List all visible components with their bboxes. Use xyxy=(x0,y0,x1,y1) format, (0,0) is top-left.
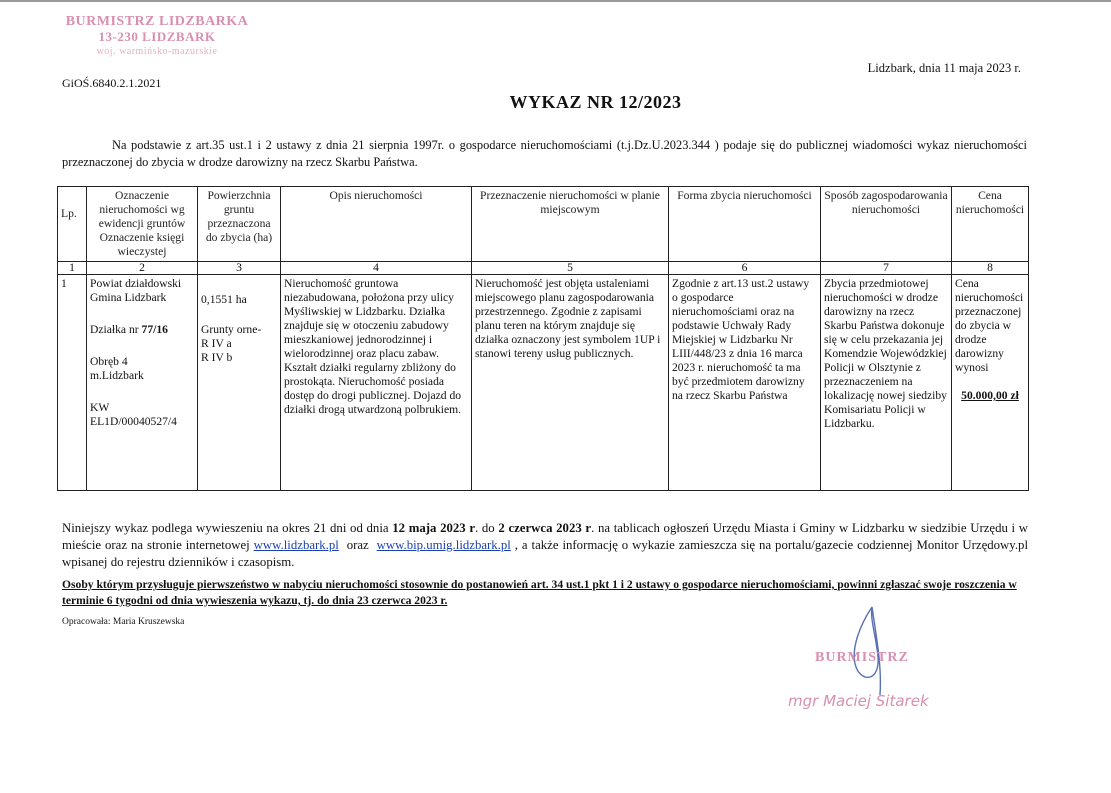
land-type: Grunty orne- xyxy=(201,323,262,336)
header-lp: Lp. xyxy=(58,187,87,262)
header-designation: Oznaczenie nieruchomości wg ewidencji gruntów Oznaczenie księgi wieczystej xyxy=(87,187,198,262)
row-area xyxy=(198,275,281,491)
column-number: 8 xyxy=(952,262,1029,275)
prepared-by: Opracowała: Maria Kruszewska xyxy=(62,617,185,627)
bip-link[interactable]: www.bip.umig.lidzbark.pl xyxy=(376,538,511,552)
intro-paragraph: Na podstawie z art.35 ust.1 i 2 ustawy z dnia 21 sierpnia 1997r. o gospodarce nieruchomościami (t.j.Dz.U.2023.344 ) podaje się do publicznej wiadomości wykaz nieruchomości przeznaczonej do zbycia w drodze darowizny na rzecz Skarbu Państwa. xyxy=(62,138,1027,169)
header-development: Sposób zagospodarowania nieruchomości xyxy=(821,187,952,262)
price-value: 50.000,00 zł xyxy=(961,389,1019,402)
precinct: Obręb 4 xyxy=(90,355,128,368)
header-price: Cena nieruchomości xyxy=(952,187,1029,262)
notice-text: Niniejszy wykaz podlega wywieszeniu na okres 21 dni od dnia xyxy=(62,521,393,535)
notice-text: , a także informację o wykazie zamieszcza się na portalu/gazecie codziennej Monitor Urzędowy.pl wpisanej do rejestru dzienników i czasopism. xyxy=(62,538,1029,569)
column-number-row xyxy=(58,262,1029,275)
header-area: Powierzchnia gruntu przeznaczona do zbycia (ha) xyxy=(198,187,281,262)
table-row xyxy=(58,275,1029,491)
column-number: 5 xyxy=(472,262,669,275)
website-link[interactable]: www.lidzbark.pl xyxy=(253,538,339,552)
column-number: 2 xyxy=(87,262,198,275)
price-description: Cena nieruchomości przeznaczonej do zbycia w drodze darowizny wynosi xyxy=(955,277,1024,374)
table-header-row xyxy=(58,187,1029,262)
parcel-label: Działka nr xyxy=(90,323,142,336)
soil-class-2: R IV b xyxy=(201,351,233,364)
header-plan-purpose: Przeznaczenie nieruchomości w planie miejscowym xyxy=(472,187,669,262)
column-number: 4 xyxy=(281,262,472,275)
parcel-line xyxy=(90,323,194,337)
office-stamp xyxy=(62,14,252,59)
county: Powiat działdowski xyxy=(90,277,182,290)
commune: Gmina Lidzbark xyxy=(90,291,167,304)
stamp-line-3: woj. warmińsko-mazurskie xyxy=(96,46,218,57)
column-number: 7 xyxy=(821,262,952,275)
notice-text: . na tablicach ogłoszeń Urzędu Miasta i Gminy w Lidzbarku w siedzibie Urzędu i w mieście oraz na stronie internetowej xyxy=(62,521,1029,552)
priority-claim-notice: Osoby którym przysługuje pierwszeństwo w nabyciu nieruchomości stosownie do postanowień art. 34 ust.1 pkt 1 i 2 ustawy o gospodarce nieruchomościami, powinni zgłaszać swoje roszczenia w terminie 6 tygodni od dnia wywieszenia wykazu, tj. do dnia 23 czerwca 2023 r. xyxy=(62,578,1017,607)
row-plan-purpose: Nieruchomość jest objęta ustaleniami miejscowego planu zagospodarowania przestrzennego. Zgodnie z zapisami planu teren na którym znajduje się działka oznaczony jest symbolem 1UP i stanowi tereny usług publicznych. xyxy=(472,275,669,491)
area-value: 0,1551 ha xyxy=(201,293,247,306)
posting-end-date: 2 czerwca 2023 r xyxy=(498,521,592,535)
place-and-date: Lidzbark, dnia 11 maja 2023 r. xyxy=(867,61,1021,75)
top-rule xyxy=(0,0,1111,2)
row-development: Zbycia przedmiotowej nieruchomości w drodze darowizny na rzecz Skarbu Państwa dokonuje się w celu przekazania jej Komendzie Wojewódzkiej Policji w Olsztynie z przeznaczeniem na lokalizację nowej siedziby Komisariatu Policji w Lidzbarku. xyxy=(821,275,952,491)
reference-number: GiOŚ.6840.2.1.2021 xyxy=(62,76,162,90)
notice-text: . do xyxy=(475,521,499,535)
header-disposal-form: Forma zbycia nieruchomości xyxy=(669,187,821,262)
signatory-name: mgr Maciej Sitarek xyxy=(788,692,929,710)
column-number: 6 xyxy=(669,262,821,275)
row-price xyxy=(952,275,1029,491)
stamp-line-1: BURMISTRZ LIDZBARKA xyxy=(65,14,249,29)
column-number: 1 xyxy=(58,262,87,275)
column-number: 3 xyxy=(198,262,281,275)
page-title: WYKAZ NR 12/2023 xyxy=(509,92,682,112)
row-disposal-form: Zgodnie z art.13 ust.2 ustawy o gospodarce nieruchomościami oraz na podstawie Uchwały Rady Miejskiej w Lidzbarku Nr LIII/448/23 z dnia 16 marca 2023 r. nieruchomość ta ma być przedmiotem darowizny na rzecz Skarbu Państwa xyxy=(669,275,821,491)
posting-notice xyxy=(62,520,1028,571)
header-description: Opis nieruchomości xyxy=(281,187,472,262)
soil-class-1: R IV a xyxy=(201,337,232,350)
property-table xyxy=(57,186,1029,491)
row-lp: 1 xyxy=(58,275,87,491)
notice-text: oraz xyxy=(338,538,377,552)
land-register-label: KW xyxy=(90,401,110,414)
parcel-number: 77/16 xyxy=(141,323,168,336)
stamp-line-2: 13-230 LIDZBARK xyxy=(98,29,216,44)
row-designation xyxy=(87,275,198,491)
posting-start-date: 12 maja 2023 r xyxy=(392,521,476,535)
town: m.Lidzbark xyxy=(90,369,144,382)
row-description: Nieruchomość gruntowa niezabudowana, położona przy ulicy Myśliwskiej w Lidzbarku. Działka znajduje się w otoczeniu zabudowy mieszkaniowej jednorodzinnej i wielorodzinnej oraz placu zabaw. Kształt działki regularny zbliżony do prostokąta. Nieruchomość posiada dostęp do drogi publicznej. Dojazd do działki drogą utwardzoną polbrukiem. xyxy=(281,275,472,491)
land-register-number: EL1D/00040527/4 xyxy=(90,415,177,428)
signatory-title: BURMISTRZ xyxy=(815,650,909,665)
